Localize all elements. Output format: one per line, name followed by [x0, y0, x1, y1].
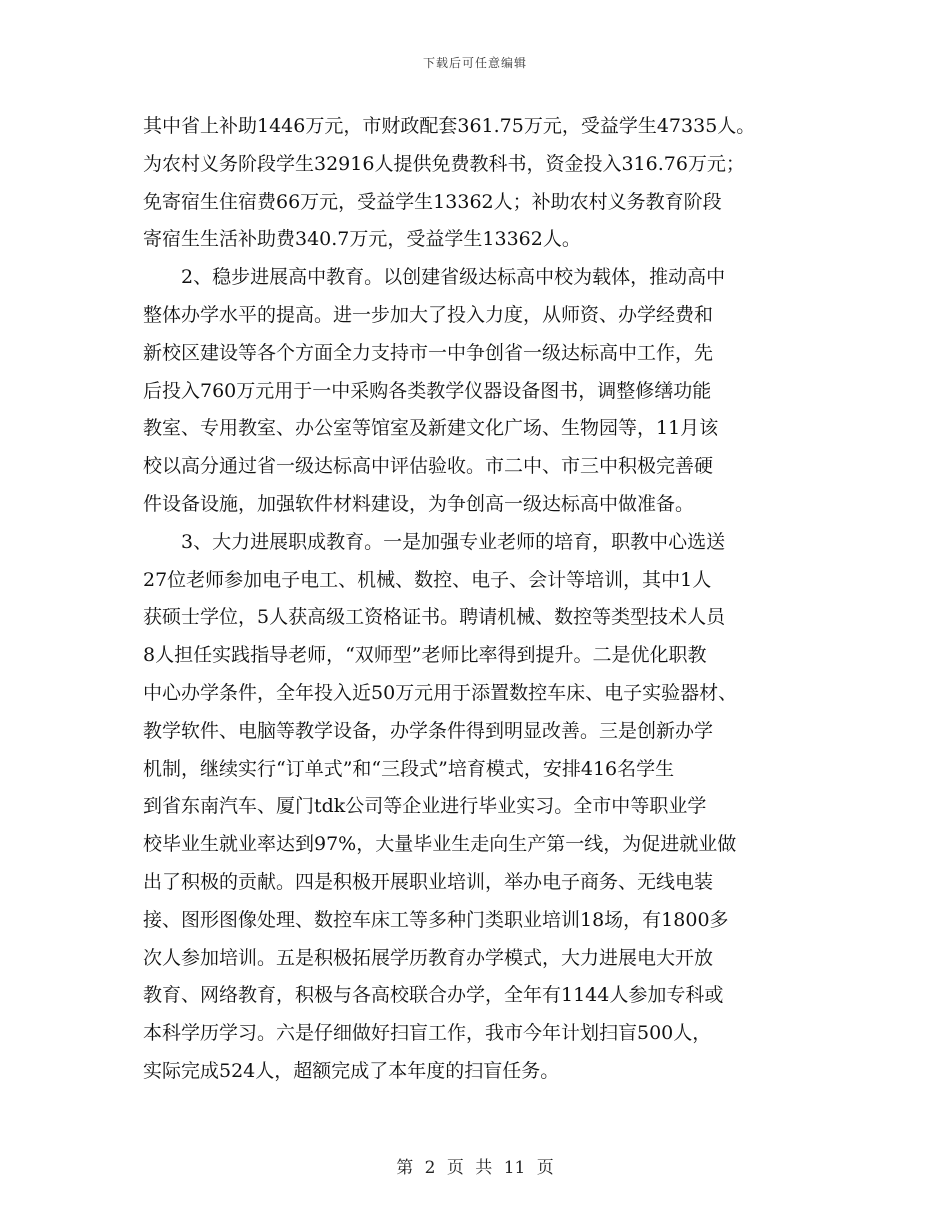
text-line: 其中省上补助1446万元，市财政配套361.75万元，受益学生47335人。 [143, 115, 756, 137]
text-line: 教育、网络教育，积极与各高校联合办学，全年有1144人参加专科或 [143, 984, 724, 1007]
text-line: 教学软件、电脑等教学设备，办学条件得到明显改善。三是创新办学 [143, 719, 714, 742]
paragraph-start-line: 2、稳步进展高中教育。以创建省级达标高中校为载体，推动高中 [181, 266, 726, 289]
text-line: 整体办学水平的提高。进一步加大了投入力度，从师资、办学经费和 [143, 303, 714, 326]
text-line: 校毕业生就业率达到97%，大量毕业生走向生产第一线，为促进就业做 [143, 833, 737, 856]
text-line: 到省东南汽车、厦门tdk公司等企业进行毕业实习。全市中等职业学 [143, 795, 707, 818]
text-line: 件设备设施，加强软件材料建设，为争创高一级达标高中做准备。 [143, 492, 695, 515]
text-line: 校以高分通过省一级达标高中评估验收。市二中、市三中积极完善硬 [143, 455, 714, 478]
document-body [143, 108, 823, 1091]
text-line: 机制，继续实行“订单式”和“三段式”培育模式，安排416名学生 [143, 757, 675, 780]
paragraph-start-line: 3、大力进展职成教育。一是加强专业老师的培育，职教中心选送 [181, 530, 726, 553]
text-line: 接、图形图像处理、数控车床工等多种门类职业培训18场，有1800多 [143, 908, 729, 931]
text-line: 寄宿生生活补助费340.7万元，受益学生13362人。 [143, 228, 581, 251]
text-line: 免寄宿生住宿费66万元，受益学生13362人；补助农村义务教育阶段 [143, 190, 722, 213]
text-line: 次人参加培训。五是积极拓展学历教育办学模式，大力进展电大开放 [143, 946, 714, 969]
text-line: 8人担任实践指导老师，“双师型”老师比率得到提升。二是优化职教 [143, 644, 707, 667]
text-line: 中心办学条件，全年投入近50万元用于添置数控车床、电子实验器材、 [143, 681, 738, 704]
text-line: 新校区建设等各个方面全力支持市一中争创省一级达标高中工作，先 [143, 341, 714, 364]
text-line: 教室、专用教室、办公室等馆室及新建文化广场、生物园等，11月该 [143, 417, 719, 440]
text-line: 后投入760万元用于一中采购各类教学仪器设备图书，调整修缮功能 [143, 379, 712, 402]
text-line: 出了积极的贡献。四是积极开展职业培训，举办电子商务、无线电装 [143, 870, 714, 893]
text-line: 27位老师参加电子电工、机械、数控、电子、会计等培训，其中1人 [143, 568, 712, 591]
page-footer: 第 2 页 共 11 页 [396, 1158, 554, 1178]
text-line: 获硕士学位，5人获高级工资格证书。聘请机械、数控等类型技术人员 [143, 606, 726, 629]
page-header: 下载后可任意编辑 [422, 56, 527, 70]
text-line: 为农村义务阶段学生32916人提供免费教科书，资金投入316.76万元； [143, 152, 745, 175]
text-line: 本科学历学习。六是仔细做好扫盲工作，我市今年计划扫盲500人， [143, 1022, 712, 1045]
text-line: 实际完成524人，超额完成了本年度的扫盲任务。 [143, 1059, 560, 1082]
